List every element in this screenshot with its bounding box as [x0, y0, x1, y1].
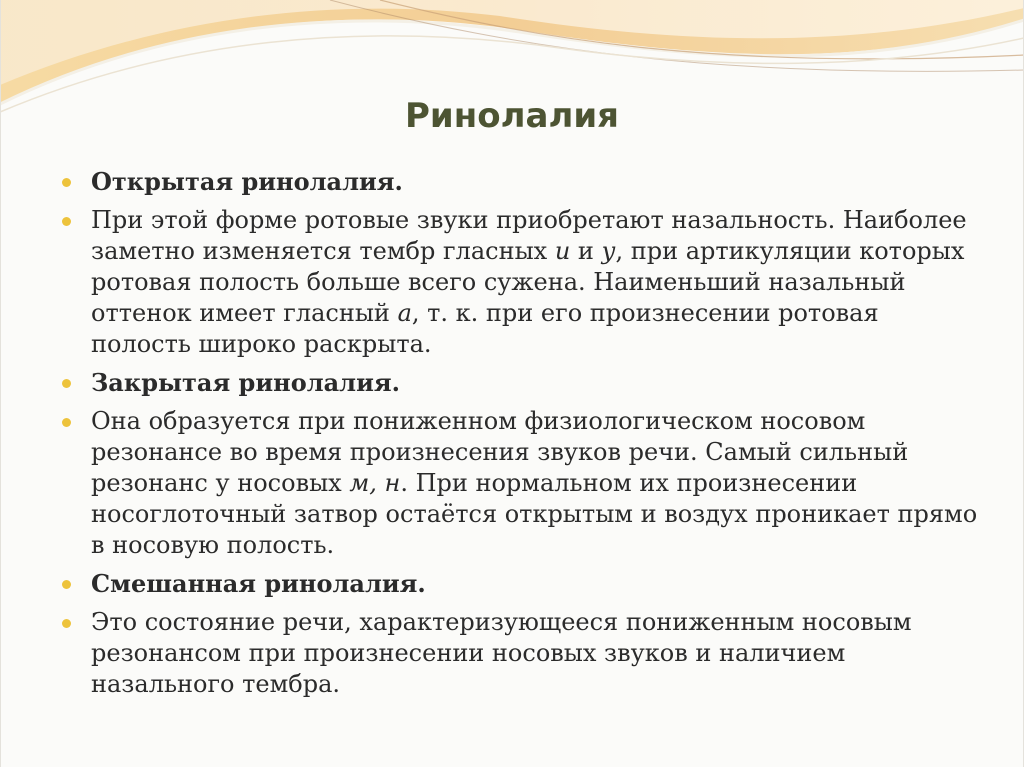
paragraph-open-rhinolalia: При этой форме ротовые звуки приобретают назальность. Наиболее заметно изменяется тембр гласных и и у, при артикуляции которых ротовая полость больше всего сужена. Наименьший назальный оттенок имеет гласный а, т. к. при его произнесении ротовая полость широко раскрыта. — [91, 206, 967, 358]
list-item — [60, 205, 980, 360]
bullet-icon — [62, 580, 71, 589]
list-item — [60, 607, 980, 700]
bullet-icon — [62, 619, 71, 628]
bullet-icon — [62, 217, 71, 226]
heading-closed-rhinolalia: Закрытая ринолалия. — [91, 368, 400, 397]
paragraph-mixed-rhinolalia: Это состояние речи, характеризующееся пониженным носовым резонансом при произнесении носовых звуков и наличием назального тембра. — [91, 608, 912, 698]
bullet-icon — [62, 379, 71, 388]
slide-title: Ринолалия — [405, 96, 619, 136]
list-item — [60, 367, 980, 399]
paragraph-closed-rhinolalia: Она образуется при пониженном физиологическом носовом резонансе во время произнесения звуков речи. Самый сильный резонанс у носовых м, н. При нормальном их произнесении носоглоточный затвор остаётся открытым и воздух проникает прямо в носовую полость. — [91, 407, 978, 559]
list-item — [60, 166, 980, 198]
heading-open-rhinolalia: Открытая ринолалия. — [91, 167, 403, 196]
bullet-list — [60, 166, 980, 707]
list-item — [60, 568, 980, 600]
bullet-icon — [62, 178, 71, 187]
bullet-icon — [62, 418, 71, 427]
list-item — [60, 406, 980, 561]
heading-mixed-rhinolalia: Смешанная ринолалия. — [91, 569, 426, 598]
